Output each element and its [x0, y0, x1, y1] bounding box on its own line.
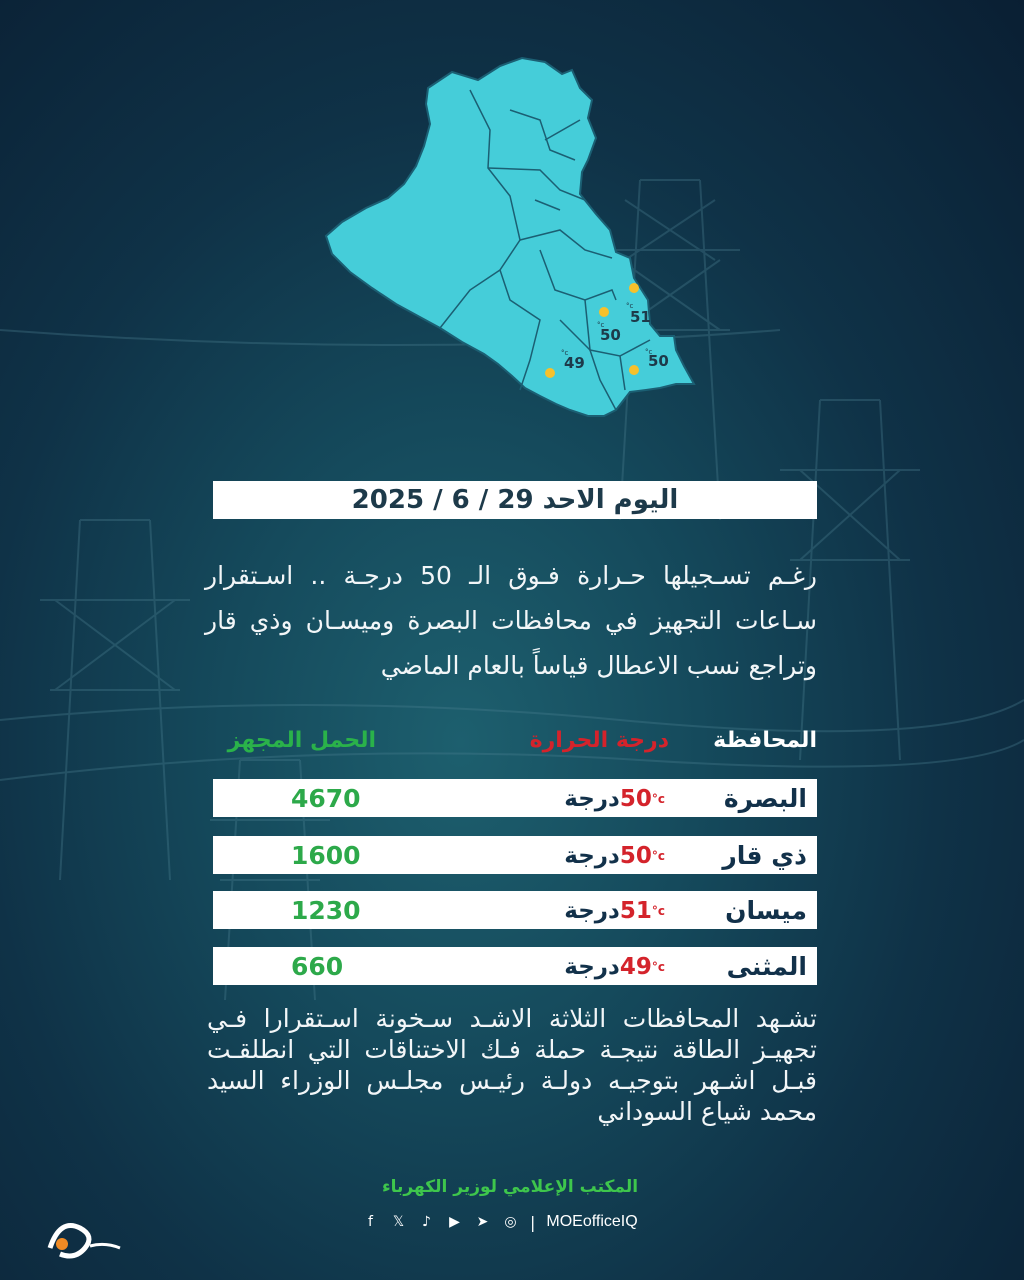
table-row: [213, 836, 817, 874]
map-temp-maysan: 51: [630, 308, 651, 326]
telegram-icon[interactable]: ➤: [476, 1214, 489, 1230]
iraq-outline: [326, 58, 694, 416]
row-governorate: ميسان: [725, 896, 807, 925]
table-row: [213, 891, 817, 929]
row-governorate: ذي قار: [722, 841, 807, 870]
social-handle[interactable]: MOEofficeIQ: [546, 1213, 638, 1230]
body-paragraph: تشـهد المحافظات الثلاثة الاشـد سـخونة اسـتقرارا فـي تجهيـز الطاقة نتيجـة حملة فـك الاختناقات التي انطلقـت قبـل اشـهر بتوجيـه دولـة رئيـس مجلـس الوزراء السيد محمد شياع السوداني: [207, 1004, 817, 1126]
row-temperature: $49^{^\circ c}درجة$: [564, 954, 665, 980]
table-row: [213, 947, 817, 985]
row-temperature: $50^{^\circ c}درجة$: [564, 786, 665, 812]
youtube-icon[interactable]: ▶: [449, 1214, 460, 1230]
row-load: 1600: [291, 841, 361, 870]
header-temperature: درجة الحرارة: [529, 728, 669, 753]
row-load: 1230: [291, 896, 361, 925]
map-temp-muthanna: 49: [564, 354, 585, 372]
header-load: الحمل المجهز: [227, 728, 376, 753]
facebook-icon[interactable]: f: [368, 1214, 373, 1230]
svg-text:°c: °c: [597, 321, 605, 329]
intro-paragraph: رغـم تسـجيلها حـرارة فـوق الـ 50 درجـة .. اسـتقرار سـاعات التجهيز في محافظات البصرة وميسـان وذي قار وتراجع نسب الاعطال قياساً بالعام الماضي: [205, 561, 817, 680]
map-temp-dhiqar: 50: [600, 326, 621, 344]
iraq-map: [320, 30, 710, 450]
separator: |: [530, 1212, 536, 1232]
instagram-icon[interactable]: ◎: [504, 1214, 517, 1230]
map-temp-basra: 50: [648, 352, 669, 370]
svg-text:°c: °c: [561, 349, 569, 357]
brand-logo: [40, 1208, 124, 1270]
svg-text:°c: °c: [645, 348, 653, 356]
row-temperature: $50^{^\circ c}درجة$: [564, 843, 665, 869]
office-name: المكتب الإعلامي لوزير الكهرباء: [381, 1177, 639, 1197]
table-row: [213, 779, 817, 817]
date-text: اليوم الاحد 29 / 6 / 2025: [351, 485, 679, 515]
x-icon[interactable]: 𝕏: [392, 1214, 405, 1230]
row-governorate: البصرة: [723, 784, 807, 813]
row-temperature: $51^{^\circ c}درجة$: [564, 898, 665, 924]
row-load: 4670: [291, 784, 361, 813]
svg-text:°c: °c: [626, 302, 634, 310]
tiktok-icon[interactable]: ♪: [422, 1214, 431, 1230]
row-governorate: المثنى: [726, 952, 807, 981]
row-load: 660: [291, 952, 344, 981]
header-governorate: المحافظة: [713, 728, 817, 753]
date-banner: [213, 481, 817, 519]
social-bar: [362, 1211, 638, 1233]
